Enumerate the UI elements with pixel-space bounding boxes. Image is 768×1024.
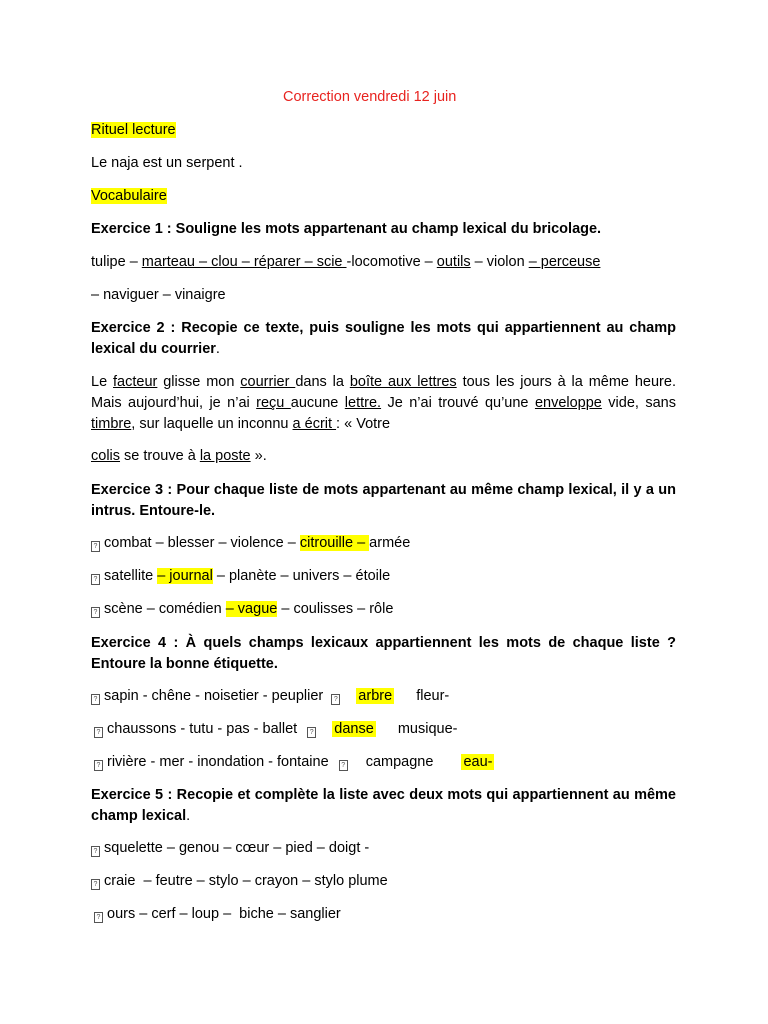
ex5-item-1: ? squelette – genou – cœur – pied – doigt -	[91, 839, 369, 857]
page-title: Correction vendredi 12 juin	[283, 89, 457, 105]
ex3-item-1: ? combat – blesser – violence – citrouille – armée	[91, 534, 410, 552]
ex5-item-2: ? craie – feutre – stylo – crayon – stylo plume	[91, 872, 388, 890]
ex3-item-3: ? scène – comédien – vague – coulisses – rôle	[91, 600, 393, 618]
checkbox-icon: ?	[94, 760, 103, 771]
ex2-paragraph-end: colis se trouve à la poste ».	[91, 448, 267, 464]
ex3-title: Exercice 3 : Pour chaque liste de mots appartenant au même champ lexical, il y a un intrus. Entoure-le.	[91, 482, 676, 519]
checkbox-icon: ?	[94, 727, 103, 738]
ex4-item-1: ? sapin - chêne - noisetier - peuplier ? arbre fleur-	[91, 687, 449, 705]
ex1-line2: – naviguer – vinaigre	[91, 287, 226, 303]
checkbox-icon: ?	[91, 574, 100, 585]
rituel-text: Le naja est un serpent .	[91, 155, 243, 171]
checkbox-icon: ?	[331, 694, 340, 705]
ex1-line1: tulipe – marteau – clou – réparer – scie -locomotive – outils – violon – perceuse	[91, 254, 601, 270]
rituel-heading: Rituel lecture	[91, 122, 176, 138]
ex5-title: Exercice 5 : Recopie et complète la liste avec deux mots qui appartiennent au même champ lexical.	[91, 787, 676, 824]
checkbox-icon: ?	[307, 727, 316, 738]
vocab-heading: Vocabulaire	[91, 188, 167, 204]
ex5-item-3: ? ours – cerf – loup – biche – sanglier	[94, 905, 341, 923]
checkbox-icon: ?	[91, 846, 100, 857]
ex1-title: Exercice 1 : Souligne les mots appartenant au champ lexical du bricolage.	[91, 221, 602, 237]
checkbox-icon: ?	[91, 607, 100, 618]
checkbox-icon: ?	[91, 879, 100, 890]
ex3-item-2: ? satellite – journal – planète – univers – étoile	[91, 567, 390, 585]
ex2-title: Exercice 2 : Recopie ce texte, puis souligne les mots qui appartiennent au champ lexical du courrier.	[91, 320, 676, 357]
checkbox-icon: ?	[91, 541, 100, 552]
ex4-title: Exercice 4 : À quels champs lexicaux appartiennent les mots de chaque liste ? Entoure la bonne étiquette.	[91, 635, 676, 672]
checkbox-icon: ?	[94, 912, 103, 923]
checkbox-icon: ?	[339, 760, 348, 771]
ex2-paragraph: Le facteur glisse mon courrier dans la boîte aux lettres tous les jours à la même heure. Mais aujourd’hui, je n’ai reçu aucune lettre. Je n’ai trouvé qu’une enveloppe vide, sans timbre, sur laquelle un inconnu a écrit : « Votre	[91, 374, 676, 432]
ex4-item-2: ? chaussons - tutu - pas - ballet ? danse musique-	[94, 720, 457, 738]
ex4-item-3: ? rivière - mer - inondation - fontaine ? campagne eau-	[94, 753, 494, 771]
checkbox-icon: ?	[91, 694, 100, 705]
